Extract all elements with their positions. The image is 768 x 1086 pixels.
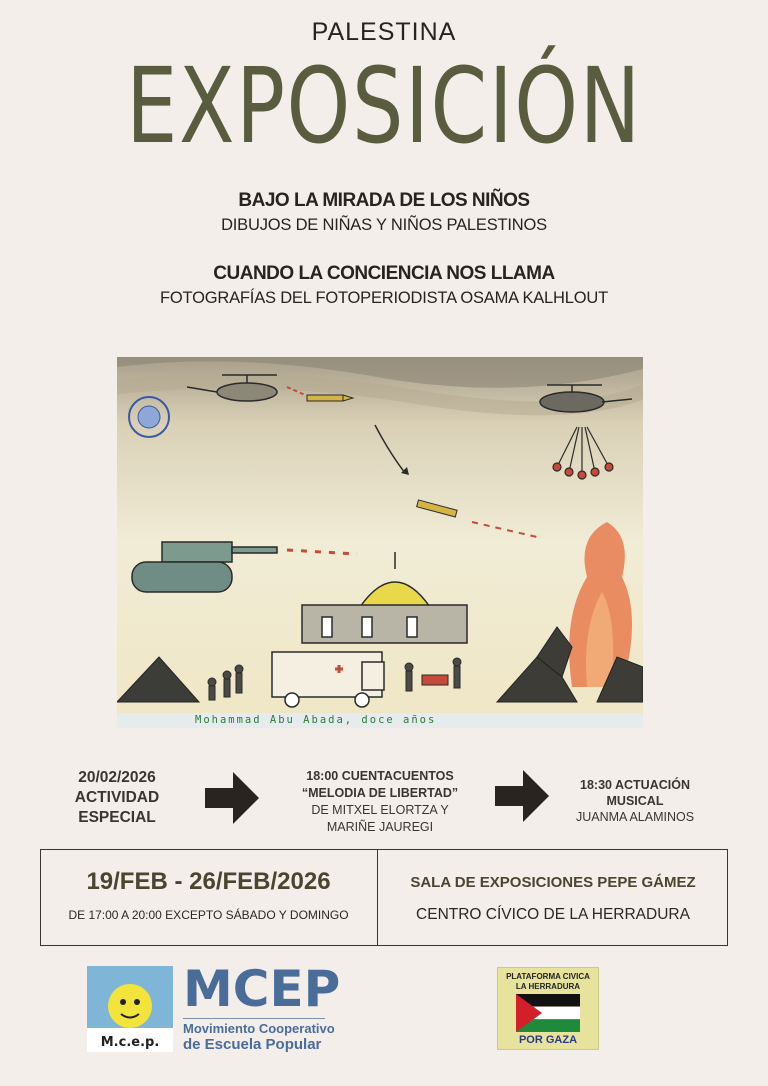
plataforma-logo [497, 967, 599, 1050]
drawing-caption: Mohammad Abu Abada, doce años [195, 714, 437, 726]
mcep-underline [183, 1018, 325, 1019]
storytelling-line-4: MARIÑE JAUREGI [326, 820, 434, 834]
activity-date: 20/02/2026 [78, 769, 156, 786]
music-line-3: JUANMA ALAMINOS [575, 810, 695, 824]
poster-supertitle: PALESTINA [311, 18, 457, 46]
exhibition-2-title: CUANDO LA CONCIENCIA NOS LLAMA [213, 263, 555, 284]
plataforma-line-2: LA HERRADURA [515, 982, 581, 991]
mcep-logo-text: M.c.e.p. [100, 1035, 160, 1050]
venue-place: CENTRO CÍVICO DE LA HERRADURA [416, 906, 690, 923]
arrow-right-icon [205, 772, 261, 824]
mcep-logo [87, 966, 173, 1052]
music-event [555, 777, 715, 825]
storytelling-line-3: DE MITXEL ELORTZA Y [311, 803, 449, 817]
venue-name: SALA DE EXPOSICIONES PEPE GÁMEZ [410, 874, 696, 891]
info-box [40, 849, 728, 946]
info-box-divider [377, 849, 378, 946]
palestine-flag-icon [516, 994, 580, 1032]
plataforma-line-1: PLATAFORMA CIVICA [506, 972, 590, 981]
mcep-subtitle-1: Movimiento Cooperativo [183, 1021, 335, 1036]
storytelling-line-2: “MELODIA DE LIBERTAD” [301, 786, 459, 800]
activity-date-block [58, 768, 176, 828]
child-drawing [117, 357, 643, 727]
activity-label-2: ESPECIAL [78, 809, 156, 826]
activity-label-1: ACTIVIDAD [74, 789, 160, 806]
storytelling-event [280, 768, 480, 836]
music-line-2: MUSICAL [606, 794, 664, 808]
mcep-subtitle-2: de Escuela Popular [183, 1036, 322, 1053]
exhibition-2-subtitle: FOTOGRAFÍAS DEL FOTOPERIODISTA OSAMA KALHLOUT [160, 289, 608, 307]
arrow-right-icon [495, 770, 551, 822]
music-line-1: 18:30 ACTUACIÓN [580, 778, 690, 792]
poster-title: EXPOSICIÓN [126, 45, 642, 167]
exhibition-dates: 19/FEB - 26/FEB/2026 [86, 868, 331, 895]
mcep-name: MCEP [183, 960, 341, 1018]
exhibition-1-subtitle: DIBUJOS DE NIÑAS Y NIÑOS PALESTINOS [221, 216, 547, 234]
storytelling-line-1: 18:00 CUENTACUENTOS [306, 769, 454, 783]
plataforma-line-3: POR GAZA [518, 1034, 578, 1046]
exhibition-1-title: BAJO LA MIRADA DE LOS NIÑOS [238, 190, 530, 211]
exhibition-hours: DE 17:00 A 20:00 EXCEPTO SÁBADO Y DOMINGO [68, 908, 349, 922]
